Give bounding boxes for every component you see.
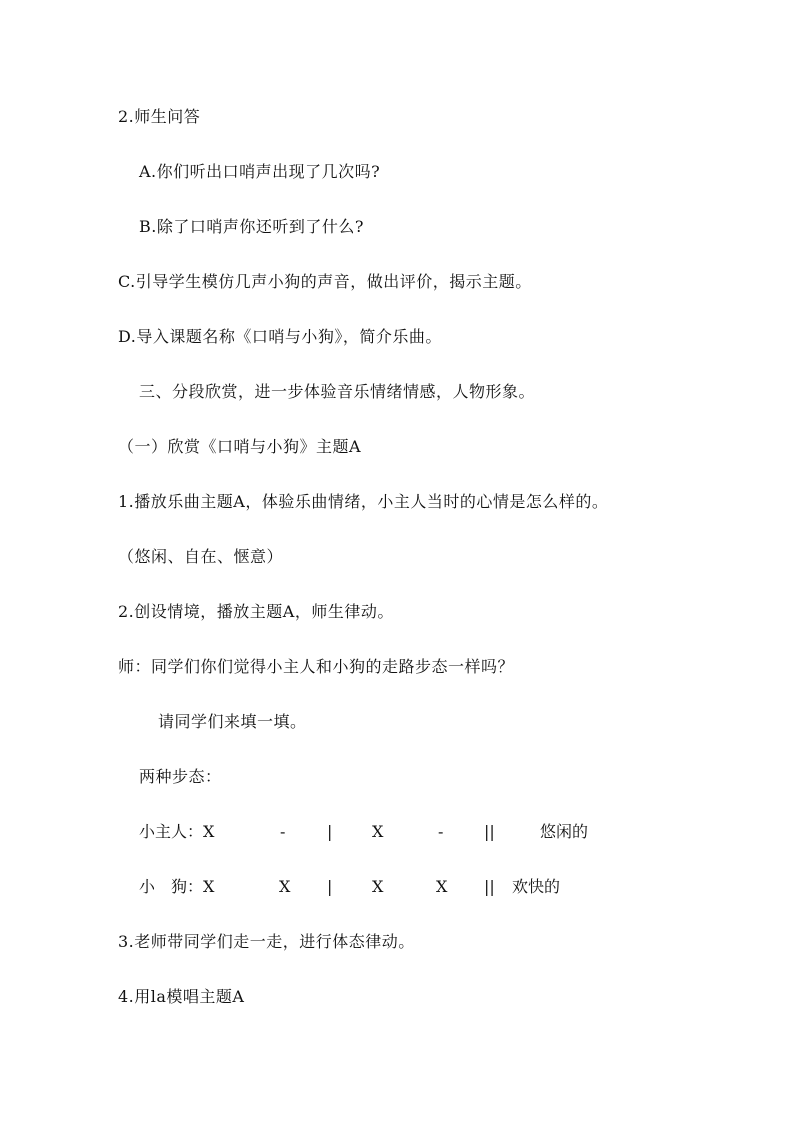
rhythm-note: X xyxy=(436,877,448,896)
section-heading-qa: 2.师生问答 xyxy=(118,107,201,126)
step-c: C.引导学生模仿几声小狗的声音，做出评价，揭示主题。 xyxy=(118,272,532,291)
item-1-answer: （悠闲、自在、惬意） xyxy=(118,547,284,566)
rhythm-description: 悠闲的 xyxy=(540,822,589,841)
step-d: D.导入课题名称《口哨与小狗》，简介乐曲。 xyxy=(118,327,442,346)
rhythm-row-master xyxy=(0,821,794,843)
question-b: B.除了口哨声你还听到了什么? xyxy=(139,217,364,236)
section-heading-three: 三、分段欣赏，进一步体验音乐情绪情感，人物形象。 xyxy=(139,382,536,401)
rhythm-label: 小 狗：X xyxy=(139,877,215,896)
teacher-instruction: 请同学们来填一填。 xyxy=(158,712,307,731)
rhythm-barline: | xyxy=(327,822,333,841)
teacher-question: 师：同学们你们觉得小主人和小狗的走路步态一样吗？ xyxy=(118,657,515,676)
rhythm-note: X xyxy=(372,877,384,896)
rhythm-note: - xyxy=(280,822,286,841)
item-1: 1.播放乐曲主题A，体验乐曲情绪，小主人当时的心情是怎么样的。 xyxy=(118,492,609,511)
question-a: A.你们听出口哨声出现了几次吗? xyxy=(139,162,381,181)
rhythm-row-puppy xyxy=(0,876,794,898)
rhythm-note: X xyxy=(279,877,291,896)
rhythm-final-barline: || xyxy=(484,822,495,841)
item-2: 2.创设情境，播放主题A，师生律动。 xyxy=(118,602,394,621)
gait-heading: 两种步态： xyxy=(139,767,222,786)
rhythm-note: X xyxy=(372,822,384,841)
rhythm-description: 欢快的 xyxy=(512,877,561,896)
rhythm-barline: | xyxy=(327,877,333,896)
rhythm-final-barline: || xyxy=(484,877,495,896)
subsection-heading-one: （一）欣赏《口哨与小狗》主题A xyxy=(118,437,362,456)
rhythm-note: - xyxy=(438,822,444,841)
rhythm-label: 小主人：X xyxy=(139,822,215,841)
item-3: 3.老师带同学们走一走，进行体态律动。 xyxy=(118,932,415,951)
item-4: 4.用la模唱主题A xyxy=(118,987,245,1006)
